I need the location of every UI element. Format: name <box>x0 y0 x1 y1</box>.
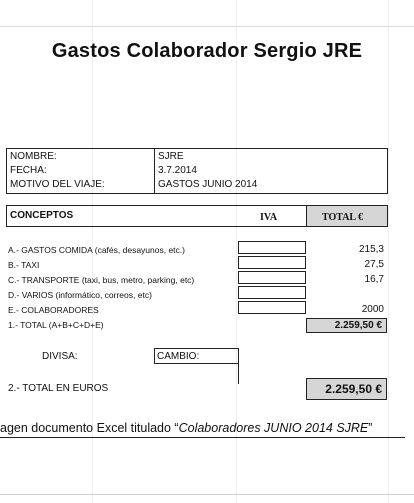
motivo-label: MOTIVO DEL VIAJE: <box>10 179 105 190</box>
caption <box>0 421 414 435</box>
cambio-label: CAMBIO: <box>157 351 200 362</box>
row-value-b: 27,5 <box>364 259 384 270</box>
iva-cell-b <box>238 256 306 269</box>
total-euros-value: 2.259,50 € <box>325 382 382 396</box>
row-label-a: A.- GASTOS COMIDA (cafés, desayunos, etc.) <box>8 245 185 255</box>
page-title: Gastos Colaborador Sergio JRE <box>51 40 363 62</box>
divisa-label: DIVISA: <box>42 351 78 362</box>
total-header: TOTAL € <box>322 212 364 223</box>
fecha-value: 3.7.2014 <box>158 165 197 176</box>
iva-cell-d <box>238 286 306 299</box>
row-label-d: D.- VARIOS (informático, correos, etc) <box>8 290 152 300</box>
row-value-e: 2000 <box>361 304 384 315</box>
iva-cell-c <box>238 271 306 284</box>
sheet-gridline-top <box>0 26 414 27</box>
iva-cell-a <box>238 241 306 254</box>
iva-header: IVA <box>260 212 278 223</box>
total-label: 1.- TOTAL (A+B+C+D+E) <box>8 320 104 330</box>
row-label-e: E.- COLABORADORES <box>8 305 99 315</box>
nombre-label: NOMBRE: <box>10 151 57 162</box>
total-euros-label: 2.- TOTAL EN EUROS <box>8 383 109 394</box>
row-label-c: C.- TRANSPORTE (taxi, bus, metro, parking, etc) <box>8 275 195 285</box>
conceptos-header: CONCEPTOS <box>10 210 74 221</box>
caption-title: Colaboradores JUNIO 2014 SJRE <box>178 421 369 435</box>
info-divider <box>154 148 155 194</box>
row-label-b: B.- TAXI <box>8 260 40 270</box>
sheet-gridline-bottom <box>0 494 414 495</box>
row-value-c: 16,7 <box>364 274 384 285</box>
caption-prefix: agen documento Excel titulado “ <box>0 421 179 435</box>
row-value-a: 215,3 <box>358 244 384 255</box>
caption-underline <box>0 437 405 438</box>
caption-suffix: ” <box>368 421 373 435</box>
iva-cell-e <box>238 301 306 314</box>
motivo-value: GASTOS JUNIO 2014 <box>158 179 258 190</box>
nombre-value: SJRE <box>158 151 184 162</box>
total-value: 2.259,50 € <box>334 320 382 331</box>
fecha-label: FECHA: <box>10 165 47 176</box>
divider <box>238 348 239 384</box>
